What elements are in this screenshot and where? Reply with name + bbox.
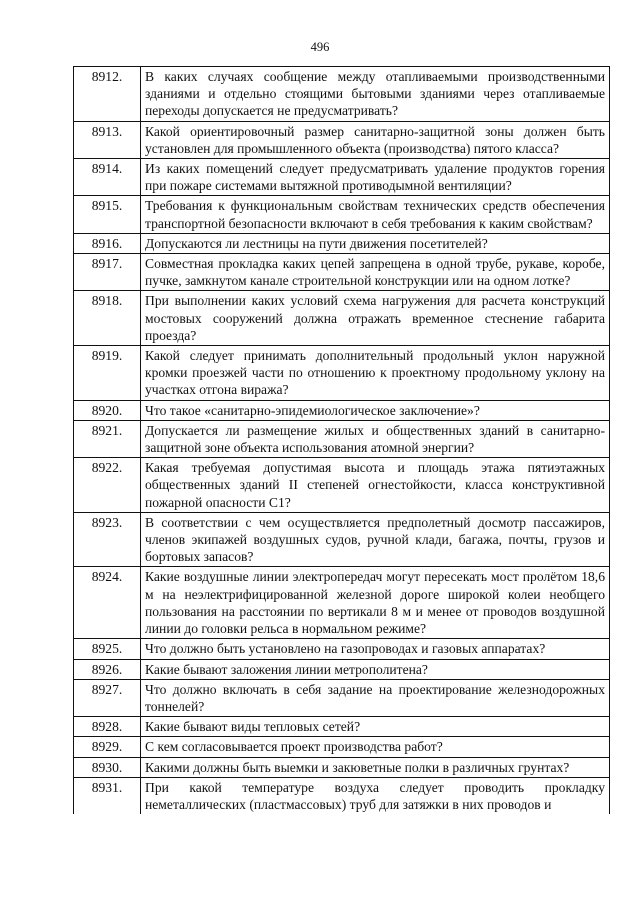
table-row bbox=[74, 121, 610, 158]
question-text: Допускается ли размещение жилых и общественных зданий в санитарно-защитной зоне объекта использования атомной энергии? bbox=[141, 420, 610, 457]
questions-table bbox=[73, 66, 610, 814]
question-number: 8928. bbox=[74, 717, 141, 737]
question-number: 8930. bbox=[74, 757, 141, 777]
table-row bbox=[74, 291, 610, 346]
question-number: 8912. bbox=[74, 67, 141, 122]
table-row bbox=[74, 254, 610, 291]
question-number: 8916. bbox=[74, 233, 141, 253]
table-row bbox=[74, 639, 610, 659]
question-text: В соответствии с чем осуществляется предполетный досмотр пассажиров, членов экипажей воздушных судов, ручной клади, багажа, почты, грузов и бортовых запасов? bbox=[141, 512, 610, 567]
question-number: 8923. bbox=[74, 512, 141, 567]
page-bottom-margin bbox=[0, 831, 640, 905]
question-number: 8931. bbox=[74, 777, 141, 814]
question-number: 8921. bbox=[74, 420, 141, 457]
table-row bbox=[74, 346, 610, 401]
question-text: Какие бывают заложения линии метрополитена? bbox=[141, 659, 610, 679]
table-row bbox=[74, 159, 610, 196]
question-text: Из каких помещений следует предусматривать удаление продуктов горения при пожаре системами вытяжной противодымной вентиляции? bbox=[141, 159, 610, 196]
question-text: С кем согласовывается проект производства работ? bbox=[141, 737, 610, 757]
table-row bbox=[74, 233, 610, 253]
question-number: 8924. bbox=[74, 567, 141, 639]
question-number: 8925. bbox=[74, 639, 141, 659]
question-number: 8913. bbox=[74, 121, 141, 158]
page-number: 496 bbox=[310, 40, 330, 54]
question-text: Какие бывают виды тепловых сетей? bbox=[141, 717, 610, 737]
table-row bbox=[74, 757, 610, 777]
question-number: 8915. bbox=[74, 196, 141, 233]
question-text: В каких случаях сообщение между отапливаемыми производственными зданиями и отдельно стоящими бытовыми зданиями через отапливаемые переходы допускается не предусматривать? bbox=[141, 67, 610, 122]
question-number: 8917. bbox=[74, 254, 141, 291]
question-number: 8922. bbox=[74, 458, 141, 513]
question-number: 8914. bbox=[74, 159, 141, 196]
question-text: Какие воздушные линии электропередач могут пересекать мост пролётом 18,6 м на неэлектрифицированной железной дороге широкой колеи необщего пользования на расстоянии по вертикали 8 м и менее от проводов воздушной линии до головки рельса в нормальном режиме? bbox=[141, 567, 610, 639]
table-row bbox=[74, 567, 610, 639]
table-row bbox=[74, 777, 610, 814]
question-text: Какими должны быть выемки и закюветные полки в различных грунтах? bbox=[141, 757, 610, 777]
table-row bbox=[74, 737, 610, 757]
question-text: При какой температуре воздуха следует проводить прокладку неметаллических (пластмассовых) труб для затяжки в них проводов и bbox=[141, 777, 610, 814]
question-number: 8927. bbox=[74, 679, 141, 716]
table-row bbox=[74, 512, 610, 567]
question-text: Совместная прокладка каких цепей запрещена в одной трубе, рукаве, коробе, пучке, замкнутом канале строительной конструкции или на одном лотке? bbox=[141, 254, 610, 291]
table-row bbox=[74, 659, 610, 679]
table-row bbox=[74, 67, 610, 122]
table-row bbox=[74, 458, 610, 513]
question-number: 8919. bbox=[74, 346, 141, 401]
question-text: Какая требуемая допустимая высота и площадь этажа пятиэтажных общественных зданий II степеней огнестойкости, класса конструктивной пожарной опасности С1? bbox=[141, 458, 610, 513]
table-row bbox=[74, 196, 610, 233]
questions-table-body bbox=[74, 67, 610, 815]
question-text: Требования к функциональным свойствам технических средств обеспечения транспортной безопасности включают в себя требования к каким свойствам? bbox=[141, 196, 610, 233]
question-text: Допускаются ли лестницы на пути движения посетителей? bbox=[141, 233, 610, 253]
question-text: При выполнении каких условий схема нагружения для расчета конструкций мостовых сооружений должна отражать временное стеснение габарита проезда? bbox=[141, 291, 610, 346]
question-text: Что должно быть установлено на газопроводах и газовых аппаратах? bbox=[141, 639, 610, 659]
table-row bbox=[74, 679, 610, 716]
question-number: 8929. bbox=[74, 737, 141, 757]
question-text: Что должно включать в себя задание на проектирование железнодорожных тоннелей? bbox=[141, 679, 610, 716]
table-row bbox=[74, 400, 610, 420]
question-number: 8926. bbox=[74, 659, 141, 679]
question-text: Какой ориентировочный размер санитарно-защитной зоны должен быть установлен для промышленного объекта (производства) пятого класса? bbox=[141, 121, 610, 158]
table-row bbox=[74, 717, 610, 737]
question-text: Что такое «санитарно-эпидемиологическое заключение»? bbox=[141, 400, 610, 420]
question-text: Какой следует принимать дополнительный продольный уклон наружной кромки проезжей части по отношению к проектному продольному уклону на участках отгона виража? bbox=[141, 346, 610, 401]
table-row bbox=[74, 420, 610, 457]
question-number: 8918. bbox=[74, 291, 141, 346]
question-number: 8920. bbox=[74, 400, 141, 420]
